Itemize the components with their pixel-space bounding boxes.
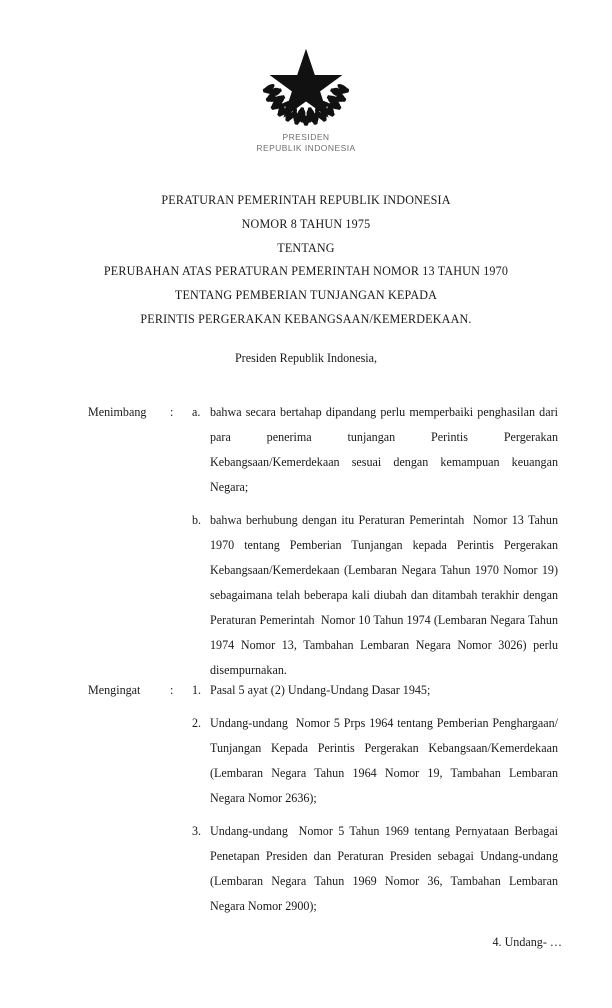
- title-line-2-number: NOMOR 8 TAHUN 1975: [241, 216, 371, 231]
- salutation: Presiden Republik Indonesia,: [234, 351, 378, 365]
- menimbang-items: [192, 400, 562, 683]
- page-catchword: 4. Undang- …: [492, 935, 562, 949]
- mengingat-item-1: [192, 678, 558, 703]
- menimbang-item-a-text: bahwa secara bertahap dipandang perlu memperbaiki penghasilan dari para penerima tunjangan Perintis Pergerakan Kebangsaan/Kemerdekaan sesuai dengan kemampuan keuangan Negara;: [210, 405, 562, 494]
- indonesian-presidential-seal-icon: [260, 34, 352, 126]
- menimbang-item-b-marker: b.: [192, 513, 202, 527]
- title-line-6: PERINTIS PERGERAKAN KEBANGSAAN/KEMERDEKAAN.: [140, 311, 472, 326]
- mengingat-item-2-text: Undang-undang Nomor 5 Prps 1964 tentang Pemberian Penghargaan/ Tunjangan Kepada Perintis Pergerakan Kebangsaan/Kemerdekaan (Lembaran Negara Tahun 1964 Nomor 19, Tambahan Lembaran Negara Nomor 2636);: [210, 716, 562, 805]
- menimbang-item-b-text: bahwa berhubung dengan itu Peraturan Pemerintah Nomor 13 Tahun 1970 tentang Pemberian Tunjangan kepada Perintis Pergerakan Kebangsaan/Kemerdekaan (Lembaran Negara Tahun 1970 Nomor 19) sebagaimana telah beberapa kali diubah dan ditambah terakhir dengan Peraturan Pemerintah Nomor 10 Tahun 1974 (Lembaran Negara Tahun 1974 Nomor 13, Tambahan Lembaran Negara Nomor 3026) perlu disempurnakan.: [210, 513, 562, 677]
- mengingat-item-3: [192, 819, 562, 919]
- mengingat-item-2: [192, 711, 562, 811]
- mengingat-item-3-marker: 3.: [192, 824, 202, 838]
- menimbang-item-b: [192, 508, 562, 683]
- mengingat-item-1-marker: 1.: [192, 683, 202, 697]
- title-line-3-tentang: TENTANG: [277, 240, 335, 255]
- presidential-emblem-block: [0, 34, 612, 153]
- emblem-caption-line-1: PRESIDEN: [282, 132, 330, 142]
- title-line-1: PERATURAN PEMERINTAH REPUBLIK INDONESIA: [161, 193, 451, 207]
- menimbang-item-a: [192, 400, 562, 500]
- menimbang-section: [88, 400, 562, 683]
- mengingat-item-2-marker: 2.: [192, 716, 202, 730]
- mengingat-section: [88, 678, 562, 919]
- mengingat-items: [192, 678, 562, 919]
- mengingat-item-3-text: Undang-undang Nomor 5 Tahun 1969 tentang Pernyataan Berbagai Penetapan Presiden dan Peraturan Presiden sebagai Undang-undang (Lembaran Negara Tahun 1969 Nomor 36, Tambahan Lembaran Negara Nomor 2900);: [210, 824, 562, 913]
- menimbang-label: Menimbang: [88, 405, 147, 419]
- emblem-caption: [0, 132, 612, 153]
- mengingat-item-1-text: Pasal 5 ayat (2) Undang-Undang Dasar 1945;: [210, 683, 431, 697]
- title-line-4: PERUBAHAN ATAS PERATURAN PEMERINTAH NOMOR 13 TAHUN 1970: [103, 264, 509, 279]
- emblem-caption-line-2: REPUBLIK INDONESIA: [256, 142, 356, 153]
- mengingat-colon: :: [170, 683, 174, 697]
- menimbang-item-a-marker: a.: [192, 405, 201, 419]
- title-line-5: TENTANG PEMBERIAN TUNJANGAN KEPADA: [174, 288, 438, 303]
- document-title-block: [36, 189, 576, 332]
- mengingat-label: Mengingat: [88, 683, 141, 697]
- menimbang-colon: :: [170, 405, 174, 419]
